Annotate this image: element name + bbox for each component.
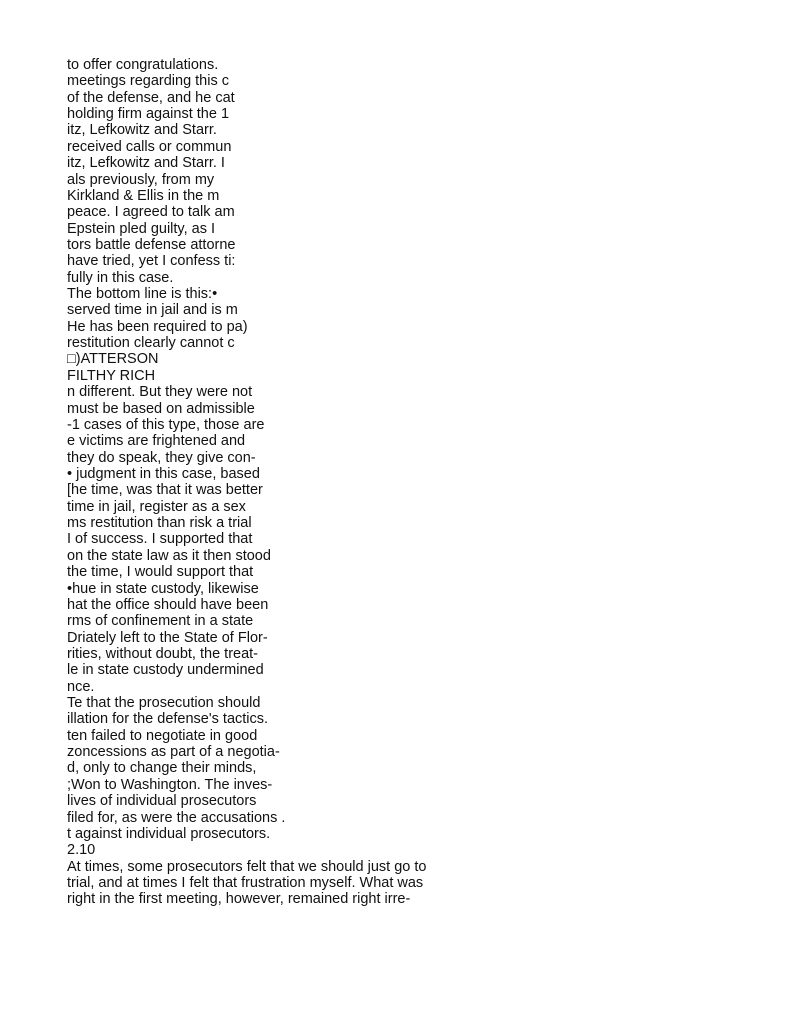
running-header-title: FILTHY RICH bbox=[67, 367, 156, 384]
text-line: als previously, from my bbox=[67, 171, 215, 188]
text-line: have tried, yet I confess ti: bbox=[67, 253, 236, 270]
page-number: 2.10 bbox=[67, 842, 96, 859]
text-line: e victims are frightened and bbox=[67, 433, 246, 450]
text-line: -1 cases of this type, those are bbox=[67, 416, 265, 433]
text-line: At times, some prosecutors felt that we should just go to bbox=[67, 858, 427, 875]
text-line: filed for, as were the accusations . bbox=[67, 809, 286, 826]
text-line: illation for the defense's tactics. bbox=[67, 711, 269, 728]
text-line: to offer congratulations. bbox=[67, 57, 219, 73]
text-line: [he time, was that it was better bbox=[67, 482, 263, 499]
text-line: nce. bbox=[67, 678, 95, 695]
text-line: itz, Lefkowitz and Starr. I bbox=[67, 155, 225, 172]
document-page bbox=[67, 57, 767, 908]
text-line: Epstein pled guilty, as I bbox=[67, 220, 216, 237]
running-header-name: □)ATTERSON bbox=[67, 351, 159, 368]
text-line: time in jail, register as a sex bbox=[67, 498, 246, 515]
text-line: holding firm against the 1 bbox=[67, 106, 230, 123]
text-line: Te that the prosecution should bbox=[67, 695, 261, 712]
text-line: I of success. I supported that bbox=[67, 531, 253, 548]
text-line: t against individual prosecutors. bbox=[67, 825, 271, 842]
text-line: Kirkland & Ellis in the m bbox=[67, 187, 220, 204]
text-line: itz, Lefkowitz and Starr. bbox=[67, 122, 217, 139]
text-line: on the state law as it then stood bbox=[67, 547, 271, 564]
text-line: He has been required to pa) bbox=[67, 318, 248, 335]
text-line: •hue in state custody, likewise bbox=[67, 580, 259, 597]
text-line: the time, I would support that bbox=[67, 564, 254, 581]
text-line: ;Won to Washington. The inves- bbox=[67, 776, 273, 793]
text-line: must be based on admissible bbox=[67, 400, 255, 417]
text-line: ms restitution than risk a trial bbox=[67, 515, 252, 532]
text-line: tors battle defense attorne bbox=[67, 236, 236, 253]
text-line: served time in jail and is m bbox=[67, 302, 238, 319]
text-line: rms of confinement in a state bbox=[67, 613, 254, 630]
text-line: peace. I agreed to talk am bbox=[67, 204, 235, 221]
text-line: lives of individual prosecutors bbox=[67, 793, 257, 810]
text-line: rities, without doubt, the treat- bbox=[67, 645, 259, 662]
text-line: ten failed to negotiate in good bbox=[67, 727, 258, 744]
text-line: fully in this case. bbox=[67, 269, 174, 286]
text-line: Driately left to the State of Flor- bbox=[67, 629, 268, 646]
text-line: they do speak, they give con- bbox=[67, 449, 256, 466]
text-line: right in the first meeting, however, remained right irre- bbox=[67, 891, 411, 908]
text-line: meetings regarding this c bbox=[67, 73, 229, 90]
text-line: d, only to change their minds, bbox=[67, 760, 257, 777]
text-line: • judgment in this case, based bbox=[67, 465, 260, 482]
text-line: n different. But they were not bbox=[67, 384, 253, 401]
text-line: restitution clearly cannot c bbox=[67, 335, 235, 352]
text-line: le in state custody undermined bbox=[67, 662, 264, 679]
text-line: trial, and at times I felt that frustration myself. What was bbox=[67, 874, 424, 891]
text-line: The bottom line is this:• bbox=[67, 286, 218, 303]
text-line: zoncessions as part of a negotia- bbox=[67, 744, 280, 761]
text-line: received calls or commun bbox=[67, 138, 232, 155]
text-line: of the defense, and he cat bbox=[67, 89, 235, 106]
text-line: hat the office should have been bbox=[67, 596, 269, 613]
